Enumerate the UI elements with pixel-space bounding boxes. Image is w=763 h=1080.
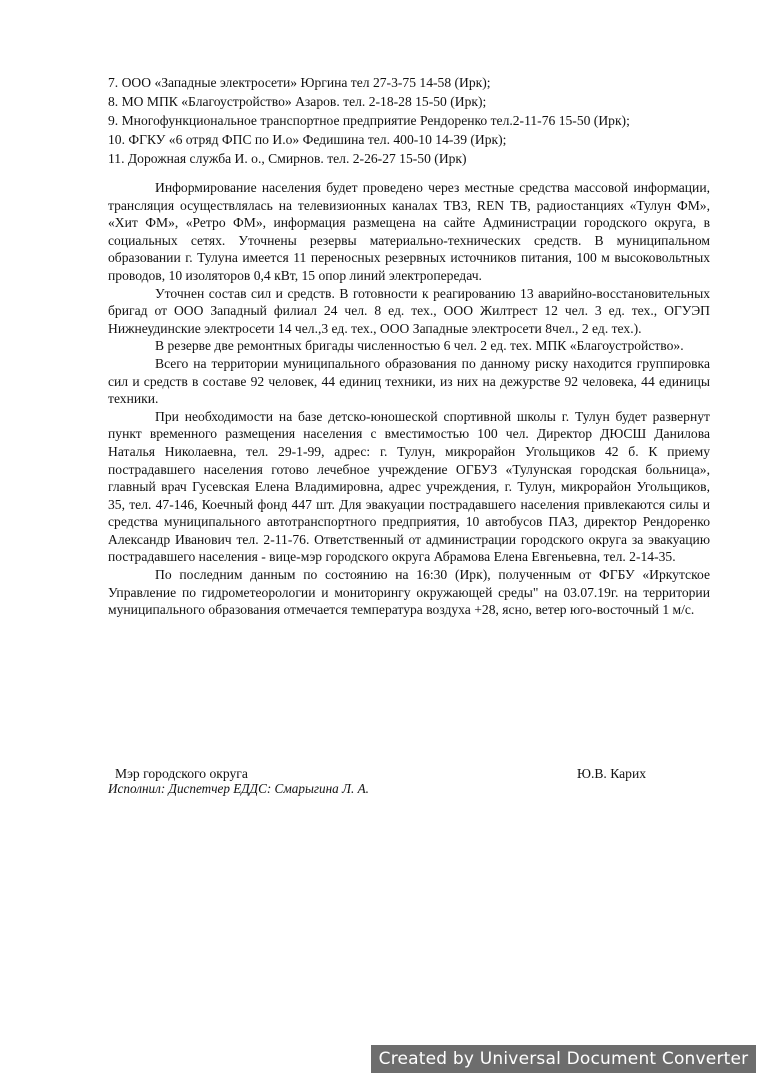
- paragraph-reserve: В резерве две ремонтных бригады численностью 6 чел. 2 ед. тех. МПК «Благоустройство».: [155, 338, 684, 354]
- paragraph-total: Всего на территории муниципального образования по данному риску находится группировка сил и средств в составе 92 человек, 44 единиц техники, из них на дежурстве 92 человека, 44 единицы техники.: [108, 355, 710, 407]
- list-item: 7. ООО «Западные электросети» Юргина тел 27-3-75 14-58 (Ирк);: [108, 75, 491, 90]
- list-item: 10. ФГКУ «6 отряд ФПС по И.о» Федишина тел. 400-10 14-39 (Ирк);: [108, 132, 507, 147]
- contact-list: [108, 73, 728, 168]
- paragraph-weather: По последним данным по состоянию на 16:30 (Ирк), полученным от ФГБУ «Иркутское Управление по гидрометеорологии и мониторингу окружающей среды" на 03.07.19г. на территории муниципального образования отмечается температура воздуха +28, ясно, ветер юго-восточный 1 м/с.: [108, 567, 710, 618]
- paragraph-forces: Уточнен состав сил и средств. В готовности к реагированию 13 аварийно-восстановительных бригад от ООО Западный филиал 24 чел. 8 ед. тех., ООО Жилтрест 12 чел. 3 ед. тех., ОГУЭП Нижнеудинские электросети 14 чел.,3 ед. тех., ООО Западные электросети 8чел., 2 ед. тех.).: [108, 285, 710, 336]
- document-body: [108, 179, 710, 619]
- list-item: 8. МО МПК «Благоустройство» Азаров. тел. 2-18-28 15-50 (Ирк);: [108, 94, 487, 109]
- signature-title: Мэр городского округа: [115, 766, 248, 781]
- executor-line: Исполнил: Диспетчер ЕДДС: Смарыгина Л. А.: [108, 781, 369, 796]
- watermark-banner: Created by Universal Document Converter: [371, 1045, 756, 1073]
- paragraph-evacuation: При необходимости на базе детско-юношеской спортивной школы г. Тулун будет развернут пункт временного размещения населения с вместимостью 100 чел. Директор ДЮСШ Данилова Наталья Николаевна, тел. 29-1-99, адрес: г. Тулун, микрорайон Угольщиков 42 б. К приему пострадавшего населения готово лечебное учреждение ОГБУЗ «Тулунская городская больница», главный врач Гусевская Елена Владимировна, адрес учреждения, г. Тулун, микрорайон Угольщиков, 35, тел. 47-146, Коечный фонд 447 шт. Для эвакуации пострадавшего населения привлекаются силы и средства муниципального автотранспортного предприятия, 10 автобусов ПАЗ, директор Рендоренко Александр Иванович тел. 2-11-76. Ответственный от администрации городского округа за эвакуацию пострадавшего населения - вице-мэр городского округа Абрамова Елена Евгеньевна, тел. 2-14-35.: [108, 408, 710, 565]
- paragraph-informing: Информирование населения будет проведено через местные средства массовой информации, трансляция осуществлялась на телевизионных каналах ТВ3, REN ТВ, радиостанциях «Тулун ФМ», «Хит ФМ», «Ретро ФМ», информация размещена на сайте Администрации городского округа, в социальных сетях. Уточнены резервы материально-технических средств. В муниципальном образовании г. Тулуна имеется 11 переносных резервных источников питания, 100 м высоковольтных проводов, 10 изоляторов 0,4 кВт, 15 опор линий электропередач.: [108, 180, 710, 283]
- signature-name: Ю.В. Карих: [577, 766, 647, 781]
- list-item: 9. Многофункциональное транспортное предприятие Рендоренко тел.2-11-76 15-50 (Ирк);: [108, 113, 630, 128]
- list-item: 11. Дорожная служба И. о., Смирнов. тел. 2-26-27 15-50 (Ирк): [108, 151, 467, 166]
